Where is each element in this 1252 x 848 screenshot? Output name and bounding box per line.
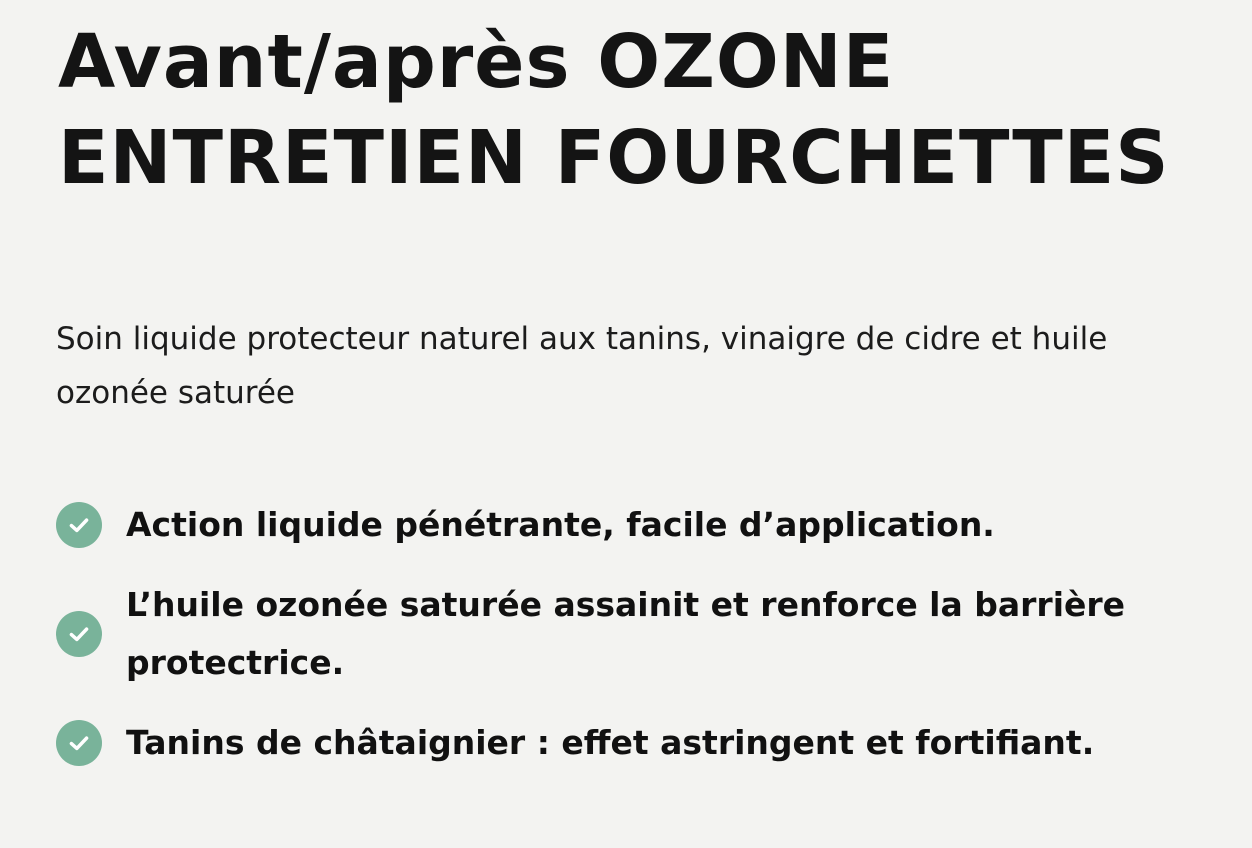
- check-circle-icon: [56, 720, 102, 766]
- page-title: [58, 14, 1228, 206]
- feature-list: [56, 496, 1216, 794]
- feature-text: Tanins de châtaignier : effet astringent et fortifiant.: [126, 723, 1095, 762]
- title-line-1: Avant/après OZONE: [58, 19, 895, 105]
- feature-item-2: [56, 576, 1216, 692]
- feature-text: L’huile ozonée saturée assainit et renforce la barrière protectrice.: [126, 585, 1126, 682]
- title-line-2: ENTRETIEN FOURCHETTES: [58, 115, 1170, 201]
- product-subtitle: Soin liquide protecteur naturel aux tanins, vinaigre de cidre et huile ozonée saturée: [56, 321, 1108, 411]
- feature-item-1: [56, 496, 1216, 554]
- check-circle-icon: [56, 502, 102, 548]
- check-circle-icon: [56, 611, 102, 657]
- feature-item-3: [56, 714, 1216, 772]
- feature-text: Action liquide pénétrante, facile d’application.: [126, 505, 995, 544]
